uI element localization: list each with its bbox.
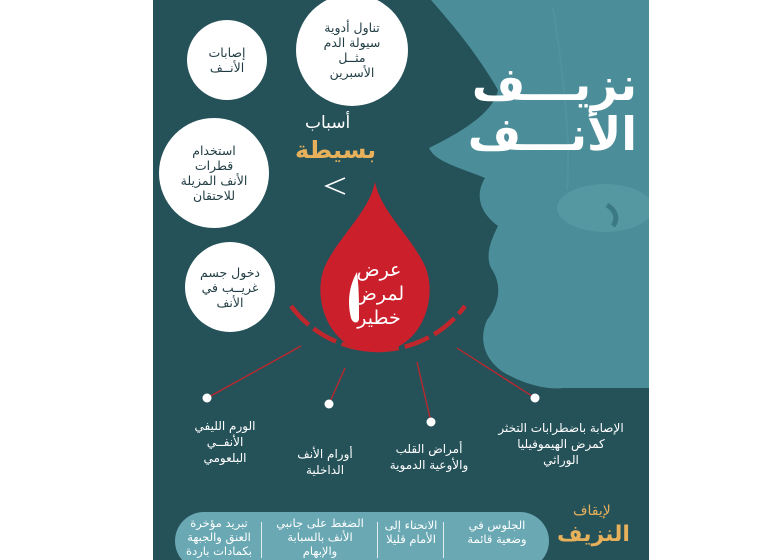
connector-line (207, 346, 301, 398)
cause-circle-foreign-body: دخول جسم غريــب في الأنف (185, 242, 275, 332)
connector-dot (531, 394, 540, 403)
connector-dot (203, 394, 212, 403)
connector-line (329, 368, 345, 404)
pill-separator (443, 522, 444, 558)
step-sit-upright: الجلوس في وضعية قائمة (467, 518, 527, 546)
connector-dot (325, 400, 334, 409)
infographic-poster (153, 0, 649, 560)
pill-separator (377, 522, 378, 558)
drop-diagram (153, 0, 649, 430)
disease-nasopharyngeal-angiofibroma: الورم الليفي الأنفــي البلعومي (194, 419, 256, 465)
cause-circle-blood-thinners: تناول أدوية سيولة الدم مثــل الأسبرين (296, 0, 408, 106)
step-cold-compress: تبريد مؤخرة العنق والجبهة بكمادات باردة (186, 516, 252, 558)
stop-label-small: لإيقاف (573, 503, 611, 519)
step-lean-forward: الانحناء إلى الأمام قليلا (384, 518, 438, 546)
connector-dot (427, 418, 436, 427)
title-line-1: نزيـــف (471, 57, 637, 111)
disease-nasal-tumors: أورام الأنف الداخلية (297, 447, 353, 477)
drop-label: عرض لمرض خطير (353, 259, 405, 329)
step-pinch-nose: الضغط على جانبي الأنف بالسبابة والإبهام (276, 516, 364, 558)
pill-separator (261, 522, 262, 558)
causes-label-big: بسيطة (295, 136, 377, 164)
disease-clotting-disorders: الإصابة باضطرابات التخثر كمرض الهيموفيليا الوراثي (498, 421, 624, 467)
causes-label-small: أسباب (305, 113, 351, 133)
disease-heart-vessels: أمراض القلب والأوعية الدموية (389, 442, 469, 472)
stop-label-big: النزيف (557, 522, 630, 547)
cause-circle-nasal-drops: استخدام قطرات الأنف المزيلة للاحتقان (159, 118, 269, 228)
connector-line (417, 362, 431, 422)
connector-line (457, 348, 535, 398)
title-line-2: الأنـــف (467, 107, 637, 161)
cause-circle-nose-injuries: إصابات الأنــف (187, 20, 267, 100)
